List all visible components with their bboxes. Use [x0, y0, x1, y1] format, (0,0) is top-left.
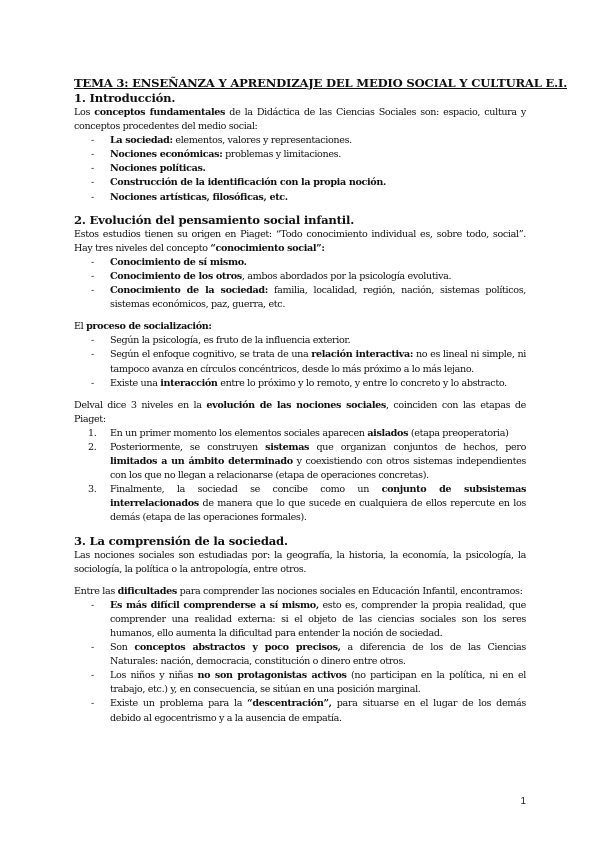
section-1-list	[74, 134, 526, 204]
socialization-list	[74, 334, 526, 390]
document-title: TEMA 3: ENSEÑANZA Y APRENDIZAJE DEL MEDIO SOCIAL Y CULTURAL E.I.	[74, 76, 568, 90]
section-1-heading: 1. Introducción.	[74, 91, 176, 105]
section-2-intro: Estos estudios tienen su origen en Piaget: “Todo conocimiento individual es, sobre todo, social”. Hay tres niveles del concepto “conocimiento social”:	[74, 228, 526, 254]
document-body	[74, 76, 568, 726]
social-knowledge-levels	[74, 256, 526, 312]
list-item: - Existe un problema para la “descentración”, para situarse en el lugar de los demás debido al egocentrismo y a la ausencia de empatía.	[91, 698, 526, 724]
list-item: 2. Posteriormente, se construyen sistemas que organizan conjuntos de hechos, pero limitados a un ámbito determinado y coexistiendo con otros sistemas independientes con los que no llegan a relacionarse (etapa de operaciones concretas).	[88, 441, 527, 482]
list-item: - Conocimiento de la sociedad: familia, localidad, región, nación, sistemas políticos, sistemas económicos, paz, guerra, etc.	[91, 285, 526, 311]
list-item: - Los niños y niñas no son protagonistas activos (no participan en la política, ni en el trabajo, etc.) y, en consecuencia, se sitúan en una posición marginal.	[91, 670, 526, 696]
delval-levels-list	[74, 427, 526, 526]
delval-intro: Delval dice 3 niveles en la evolución de las nociones sociales, coinciden con las etapas de Piaget:	[74, 399, 526, 425]
list-item: - Existe una interacción entre lo próximo y lo remoto, y entre lo concreto y lo abstracto.	[91, 377, 507, 389]
difficulties-list	[74, 599, 526, 726]
section-3-heading: 3. La comprensión de la sociedad.	[74, 533, 288, 548]
section-2-heading: 2. Evolución del pensamiento social infantil.	[74, 212, 355, 227]
difficulties-intro: Entre las dificultades para comprender las nociones sociales en Educación Infantil, encontramos:	[74, 585, 523, 597]
list-item: - La sociedad: elementos, valores y representaciones.	[91, 135, 352, 147]
list-item: - Según la psicología, es fruto de la influencia exterior.	[91, 335, 351, 347]
list-item: - Nociones políticas.	[91, 163, 206, 175]
section-1-intro: Los conceptos fundamentales de la Didáctica de las Ciencias Sociales son: espacio, cultura y conceptos procedentes del medio social:	[74, 107, 526, 133]
socialization-heading: El proceso de socialización:	[74, 321, 212, 333]
page-number: 1	[520, 796, 526, 807]
list-item: 3. Finalmente, la sociedad se concibe como un conjunto de subsistemas interrelacionados de manera que lo que sucede en cualquiera de ellos repercute en los demás (etapa de las operaciones formales).	[88, 484, 527, 524]
section-3-intro: Las nociones sociales son estudiadas por: la geografía, la historia, la economía, la psicología, la sociología, la política o la antropología, entre otros.	[74, 549, 526, 575]
list-item: - Nociones artísticas, filosóficas, etc.	[91, 191, 288, 203]
list-item: - Construcción de la identificación con la propia noción.	[91, 177, 386, 189]
list-item: - Nociones económicas: problemas y limitaciones.	[91, 149, 341, 161]
list-item: - Es más difícil comprenderse a sí mismo, esto es, comprender la propia realidad, que comprender una realidad externa: si el objeto de las ciencias sociales son los seres humanos, ello aumenta la dificultad para entender la noción de sociedad.	[91, 599, 526, 639]
list-item: - Conocimiento de los otros, ambos abordados por la psicología evolutiva.	[91, 270, 452, 282]
list-item: - Según el enfoque cognitivo, se trata de una relación interactiva: no es lineal ni simple, ni tampoco avanza en círculos concéntricos, desde lo más próximo a lo más lejano.	[91, 349, 526, 375]
list-item: 1. En un primer momento los elementos sociales aparecen aislados (etapa preoperatoria)	[88, 427, 509, 439]
list-item: - Conocimiento de sí mismo.	[91, 256, 247, 268]
list-item: - Son conceptos abstractos y poco precisos, a diferencia de los de las Ciencias Naturales: nación, democracia, constitución o dinero entre otros.	[91, 642, 526, 668]
